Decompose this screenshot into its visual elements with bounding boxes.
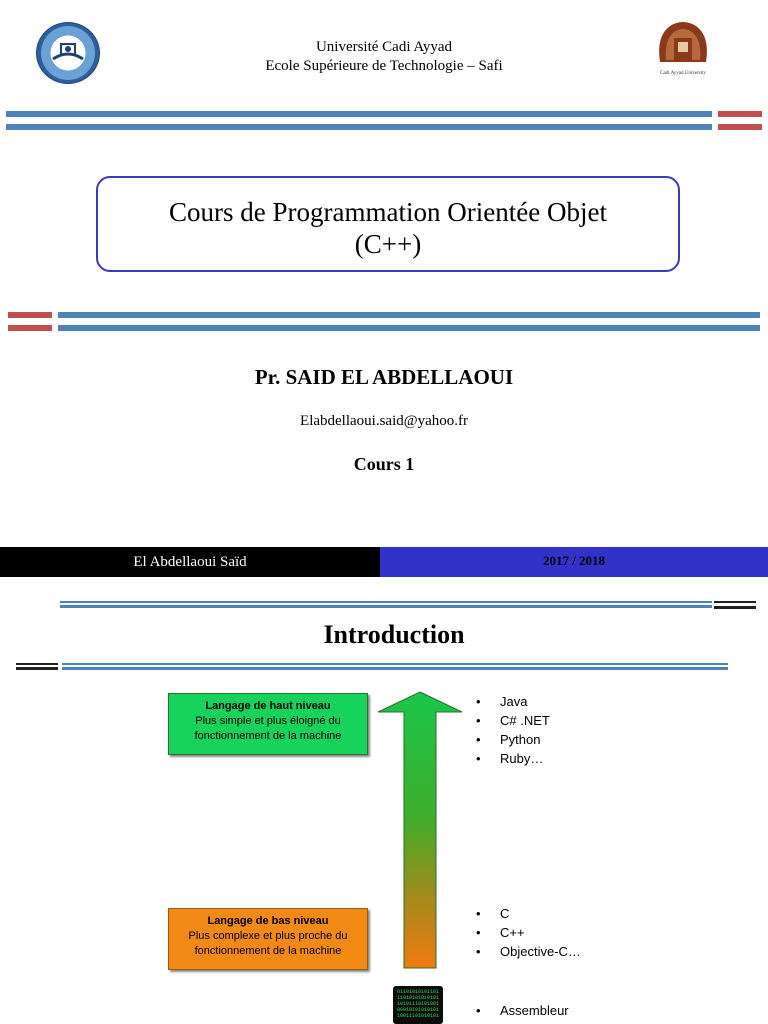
slide2-divider-mid-2 (62, 667, 728, 670)
institution-header (200, 38, 568, 76)
list-item: • C++ (474, 923, 581, 942)
list-item: • Ruby… (474, 749, 550, 768)
divider-band-mid-2 (58, 325, 760, 331)
low-level-desc-2: fonctionnement de la machine (194, 945, 342, 957)
list-item: • C (474, 904, 581, 923)
slide2-divider-top-1 (60, 601, 712, 603)
university-logo-left (36, 22, 100, 84)
low-level-language-list (474, 904, 581, 961)
slide-title: Introduction (323, 620, 465, 649)
slide2-divider-dark-1 (714, 601, 756, 603)
up-arrow-icon (374, 690, 466, 972)
course-number: Cours 1 (353, 454, 415, 474)
assembly-language-list (474, 1001, 569, 1020)
divider-accent-red-3 (8, 312, 52, 318)
divider-band-top-2 (6, 124, 712, 130)
footer-year: 2017 / 2018 (380, 547, 768, 577)
slide2-divider-dark-4 (16, 667, 58, 670)
course-title: Cours de Programmation Orientée Objet (169, 197, 607, 227)
high-level-desc-1: Plus simple et plus éloigné du (195, 715, 341, 727)
list-item: • Python (474, 730, 550, 749)
list-item: • C# .NET (474, 711, 550, 730)
low-level-title: Langage de bas niveau (207, 915, 329, 927)
slide2-divider-dark-2 (714, 606, 756, 609)
emblem-icon (51, 41, 85, 63)
low-level-desc-1: Plus complexe et plus proche du (188, 930, 348, 942)
low-level-language-box (168, 908, 368, 970)
divider-accent-red-1 (718, 111, 762, 117)
university-name: Université Cadi Ayyad (315, 39, 453, 55)
list-item: • Objective-C… (474, 942, 581, 961)
author-email[interactable]: Elabdellaoui.said@yahoo.fr (300, 413, 468, 429)
divider-accent-red-2 (718, 124, 762, 130)
course-subtitle: (C++) (354, 229, 422, 259)
divider-band-top-1 (6, 111, 712, 117)
list-item: • Assembleur (474, 1001, 569, 1020)
high-level-language-list (474, 692, 550, 768)
divider-accent-red-4 (8, 325, 52, 331)
divider-band-mid-1 (58, 312, 760, 318)
cadi-ayyad-logo (650, 16, 716, 80)
list-item: • Java (474, 692, 550, 711)
slide2-divider-top-2 (60, 605, 712, 608)
slide2-divider-dark-3 (16, 663, 58, 665)
school-name: Ecole Supérieure de Technologie – Safi (265, 58, 503, 74)
author-name: Pr. SAID EL ABDELLAOUI (254, 365, 514, 389)
high-level-title: Langage de haut niveau (205, 700, 331, 712)
course-title-box (96, 176, 680, 272)
footer-author: El Abdellaoui Saïd (0, 547, 380, 577)
right-logo-caption: Cadi Ayyad University (660, 71, 706, 76)
high-level-desc-2: fonctionnement de la machine (194, 730, 342, 742)
high-level-language-box (168, 693, 368, 755)
binary-code-image: 01101010101101 11010101010101 10101110101001 00010101010101 10011101010101 (393, 986, 443, 1024)
slide2-divider-mid-1 (62, 663, 728, 665)
